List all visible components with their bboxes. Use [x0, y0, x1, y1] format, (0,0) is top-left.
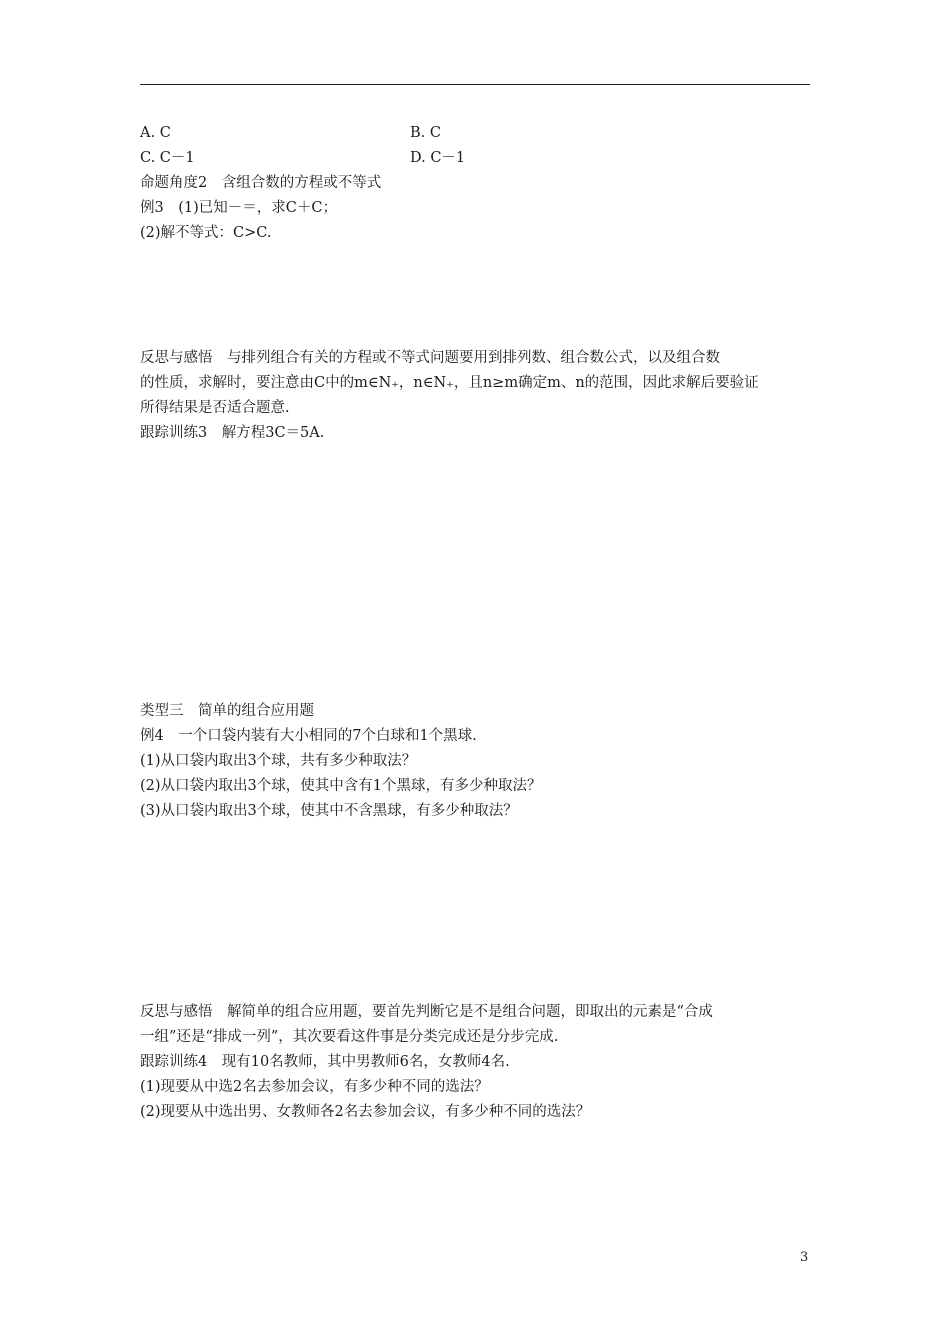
type3-title: 类型三 简单的组合应用题	[140, 703, 314, 719]
example4-q3: (3)从口袋内取出3个球，使其中不含黑球，有多少种取法？	[140, 803, 518, 819]
page-number: 3	[800, 1250, 809, 1265]
option-d: D. C－1	[410, 150, 466, 166]
training-3: 跟踪训练3 解方程3C＝5A.	[140, 425, 325, 441]
reflection-2-line1: 反思与感悟 解简单的组合应用题，要首先判断它是不是组合问题，即取出的元素是“合成	[140, 1004, 713, 1020]
option-c: C. C－1	[140, 150, 195, 166]
example3-part1: 例3 (1)已知－＝，求C＋C；	[140, 200, 337, 216]
reflection-1-line1: 反思与感悟 与排列组合有关的方程或不等式问题要用到排列数、组合数公式，以及组合数	[140, 350, 720, 366]
header-rule	[140, 84, 810, 85]
example4-q2: (2)从口袋内取出3个球，使其中含有1个黑球，有多少种取法？	[140, 778, 542, 794]
example3-part2: (2)解不等式：C>C.	[140, 225, 272, 241]
reflection-2-line2: 一组”还是“排成一列”，其次要看这件事是分类完成还是分步完成.	[140, 1029, 559, 1045]
reflection-2	[140, 1000, 810, 1050]
option-a: A. C	[140, 125, 171, 141]
option-b: B. C	[410, 125, 441, 141]
example4: 例4 一个口袋内装有大小相同的7个白球和1个黑球.	[140, 728, 477, 744]
training-4-title: 跟踪训练4 现有10名教师，其中男教师6名，女教师4名.	[140, 1054, 510, 1070]
training-4-q1: (1)现要从中选2名去参加会议，有多少种不同的选法？	[140, 1079, 489, 1095]
angle2-title: 命题角度2 含组合数的方程或不等式	[140, 175, 382, 191]
reflection-1-line3: 所得结果是否适合题意.	[140, 400, 290, 416]
example4-q1: (1)从口袋内取出3个球，共有多少种取法？	[140, 753, 417, 769]
training-4-q2: (2)现要从中选出男、女教师各2名去参加会议，有多少种不同的选法？	[140, 1104, 591, 1120]
reflection-1	[140, 346, 810, 421]
reflection-1-line2: 的性质，求解时，要注意由C中的m∈N₊，n∈N₊，且n≥m确定m、n的范围，因此求解后要验证	[140, 375, 759, 391]
